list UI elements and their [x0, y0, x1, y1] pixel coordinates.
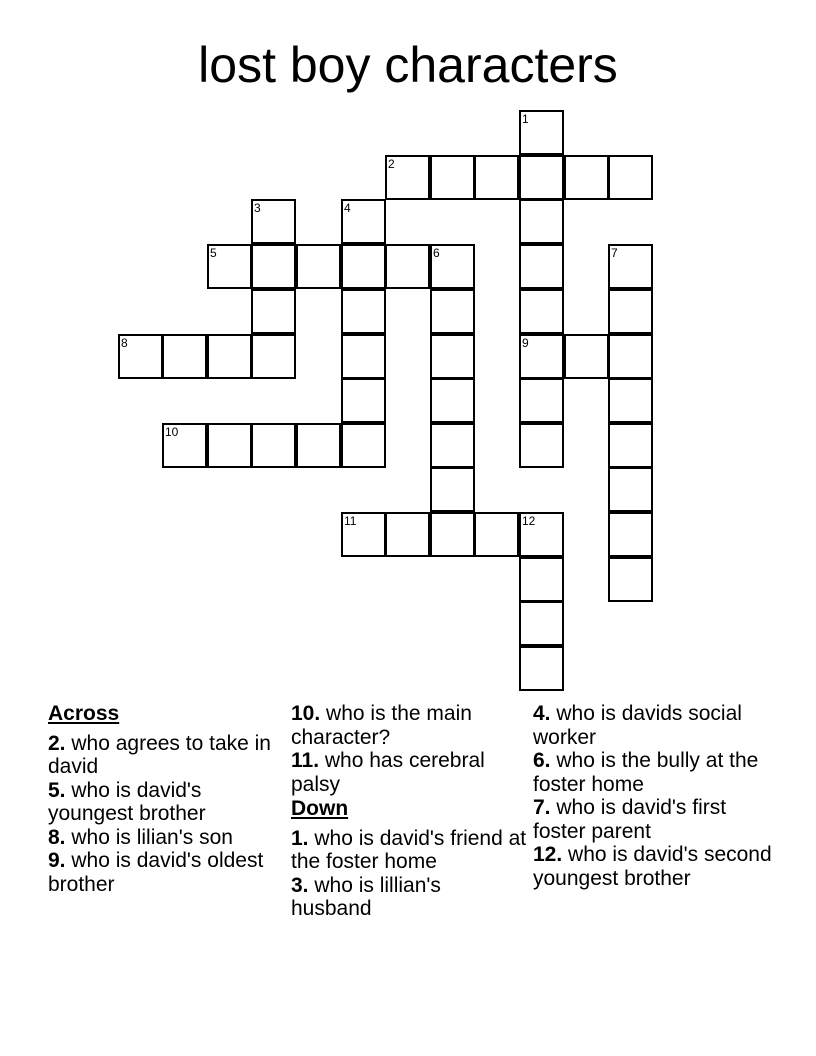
clue-text: who is the bully at the foster home: [533, 749, 759, 796]
clue-down-1: [291, 827, 527, 874]
grid-cell[interactable]: [430, 244, 475, 289]
clue-number: 2: [388, 157, 395, 171]
grid-cell[interactable]: [385, 244, 430, 289]
grid-cell[interactable]: [608, 467, 653, 512]
clue-number: 5: [210, 246, 217, 260]
clue-number-label: 3.: [291, 873, 309, 897]
clue-text: who is david's youngest brother: [48, 778, 206, 825]
clue-number-label: 10.: [291, 702, 321, 725]
clue-number: 12: [522, 514, 536, 528]
grid-cell[interactable]: [430, 289, 475, 334]
grid-cell[interactable]: [251, 289, 296, 334]
grid-cell[interactable]: [430, 334, 475, 379]
grid-cell[interactable]: [564, 155, 609, 200]
clue-number-label: 1.: [291, 826, 309, 850]
grid-cell[interactable]: [118, 334, 163, 379]
clue-down-12: [533, 843, 773, 890]
grid-cell[interactable]: [519, 199, 564, 244]
clue-number-label: 4.: [533, 702, 551, 725]
clue-text: who is the main character?: [291, 702, 472, 749]
grid-cell[interactable]: [251, 199, 296, 244]
grid-cell[interactable]: [341, 289, 386, 334]
grid-cell[interactable]: [430, 423, 475, 468]
clues-column-3: [533, 702, 773, 890]
clue-number: 9: [522, 336, 529, 350]
grid-cell[interactable]: [430, 512, 475, 557]
grid-cell[interactable]: [162, 423, 207, 468]
clue-number-label: 12.: [533, 843, 563, 866]
grid-cell[interactable]: [608, 155, 653, 200]
clue-across-2: [48, 732, 284, 779]
clue-number-label: 9.: [48, 849, 66, 872]
grid-cell[interactable]: [519, 244, 564, 289]
clue-number: 3: [254, 201, 261, 215]
clue-number: 10: [165, 425, 179, 439]
grid-cell[interactable]: [564, 334, 609, 379]
clue-text: who is david's first foster parent: [533, 796, 727, 843]
clue-number: 11: [344, 514, 357, 528]
grid-cell[interactable]: [430, 467, 475, 512]
clue-text: who is davids social worker: [533, 702, 742, 749]
clue-across-5: [48, 779, 284, 826]
grid-cell[interactable]: [207, 244, 252, 289]
clues-column-1: [48, 702, 284, 896]
grid-cell[interactable]: [474, 512, 519, 557]
grid-cell[interactable]: [341, 199, 386, 244]
clue-down-4: [533, 702, 773, 749]
clue-across-11: [291, 749, 527, 796]
clue-across-9: [48, 849, 284, 896]
grid-cell[interactable]: [341, 378, 386, 423]
grid-cell[interactable]: [385, 155, 430, 200]
grid-cell[interactable]: [430, 155, 475, 200]
grid-cell[interactable]: [608, 334, 653, 379]
clue-across-10: [291, 702, 527, 749]
grid-cell[interactable]: [608, 423, 653, 468]
clue-across-8: [48, 826, 284, 850]
clue-number-label: 5.: [48, 778, 66, 802]
grid-cell[interactable]: [608, 512, 653, 557]
down-heading: Down: [291, 797, 349, 820]
puzzle-title: lost boy characters: [198, 37, 618, 93]
grid-cell[interactable]: [341, 334, 386, 379]
grid-cell[interactable]: [519, 155, 564, 200]
grid-cell[interactable]: [519, 289, 564, 334]
clue-number-label: 7.: [533, 796, 551, 819]
grid-cell[interactable]: [207, 334, 252, 379]
clue-number-label: 11.: [291, 749, 320, 772]
grid-cell[interactable]: [296, 423, 341, 468]
grid-cell[interactable]: [207, 423, 252, 468]
grid-cell[interactable]: [341, 512, 386, 557]
grid-cell[interactable]: [251, 244, 296, 289]
grid-cell[interactable]: [474, 155, 519, 200]
clue-number-label: 8.: [48, 825, 66, 849]
clue-number: 7: [611, 246, 618, 260]
clue-text: who is lillian's husband: [291, 873, 441, 920]
grid-cell[interactable]: [519, 378, 564, 423]
grid-cell[interactable]: [608, 378, 653, 423]
clue-number-label: 2.: [48, 731, 66, 755]
grid-cell[interactable]: [430, 378, 475, 423]
grid-cell[interactable]: [162, 334, 207, 379]
grid-cell[interactable]: [519, 423, 564, 468]
grid-cell[interactable]: [385, 512, 430, 557]
clue-number: 1: [522, 112, 529, 126]
clue-text: who agrees to take in david: [48, 731, 271, 778]
grid-cell[interactable]: [519, 110, 564, 155]
clue-text: who is david's second youngest brother: [533, 843, 772, 890]
grid-cell[interactable]: [519, 601, 564, 646]
grid-cell[interactable]: [251, 334, 296, 379]
clue-text: who is david's oldest brother: [48, 849, 264, 896]
clue-number-label: 6.: [533, 749, 551, 772]
grid-cell[interactable]: [608, 289, 653, 334]
clues-column-2: [291, 702, 527, 921]
clue-text: who has cerebral palsy: [291, 749, 485, 796]
clue-number: 8: [121, 336, 128, 350]
clue-down-6: [533, 749, 773, 796]
clue-number: 4: [344, 201, 351, 215]
grid-cell[interactable]: [251, 423, 296, 468]
grid-cell[interactable]: [608, 557, 653, 602]
grid-cell[interactable]: [519, 646, 564, 691]
clue-text: who is lilian's son: [71, 825, 233, 849]
grid-cell[interactable]: [296, 244, 341, 289]
grid-cell[interactable]: [519, 512, 564, 557]
across-heading: Across: [48, 702, 120, 725]
grid-cell[interactable]: [341, 244, 386, 289]
clue-down-3: [291, 874, 527, 921]
grid-cell[interactable]: [519, 557, 564, 602]
grid-cell[interactable]: [519, 334, 564, 379]
grid-cell[interactable]: [341, 423, 386, 468]
clue-text: who is david's friend at the foster home: [291, 826, 527, 873]
clue-down-7: [533, 796, 773, 843]
grid-cell[interactable]: [608, 244, 653, 289]
clue-number: 6: [433, 246, 440, 260]
